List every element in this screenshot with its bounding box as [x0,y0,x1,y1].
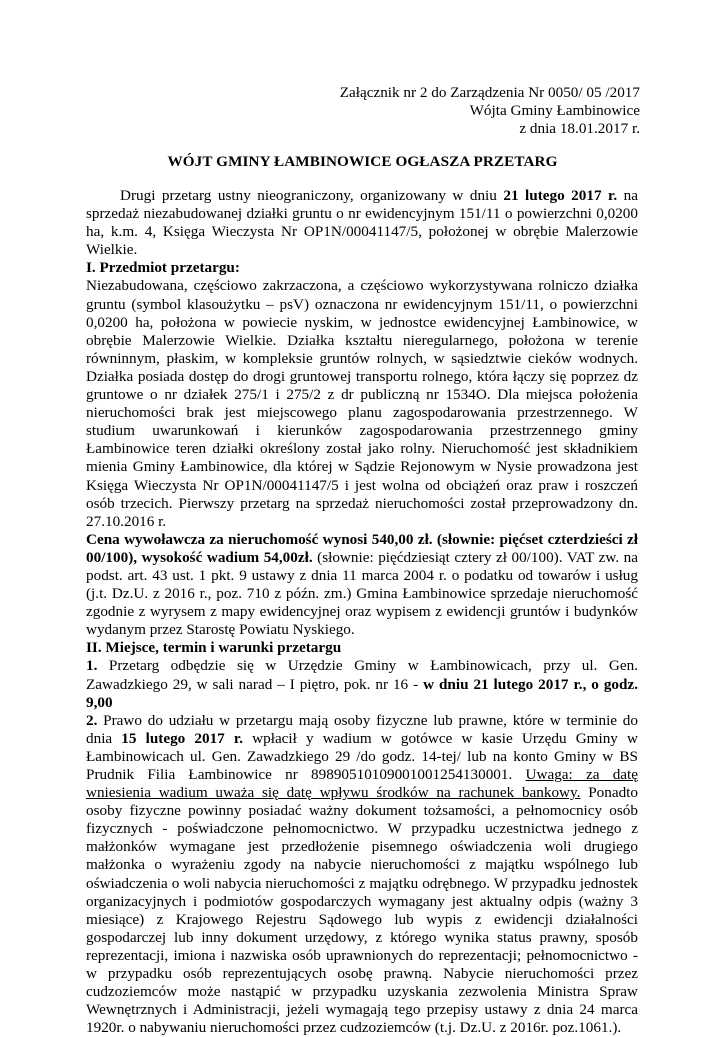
point-1-number: 1. [86,657,98,675]
attachment-header [340,84,640,138]
header-line-3: z dnia 18.01.2017 r. [519,120,640,137]
point-2-text-3: Ponadto osoby fizyczne powinny posiadać ważny dokument tożsamości, a pełnomocnicy osób fizycznych - poświadczone pełnomocnictwo. W przypadku uczestnictwa jednego z małżonków wymagane jest przedłożenie pisemnego oświadczenia woli drugiego małżonka o wyrażeniu zgody na nabycie nieruchomości z majątku wspólnego lub oświadczenia o woli nabycia nieruchomości z majątku odrębnego. W przypadku jednostek organizacyjnych i podmiotów gospodarczych wymagany jest aktualny odpis (ważny 3 miesiące) z Krajowego Rejestru Sądowego lub wypis z ewidencji działalności gospodarczej lub inny dokument urzędowy, z którego wynika status prawny, sposób reprezentacji, imiona i nazwiska osób uprawnionych do reprezentacji; pełnomocnictwo - w przypadku osób reprezentujących osobę prawną. Nabycie nieruchomości przez cudzoziemców może nastąpić w przypadku uzyskania zezwolenia Ministra Spraw Wewnętrznych i Administracji, jeżeli wymagają tego przepisy ustawy z dnia 24 marca 1920r. o nabywaniu nieruchomości przez cudzoziemców (t.j. Dz.U. z 2016r. poz.1061.). [86,784,638,1037]
section-2-heading: II. Miejsce, termin i warunki przetargu [86,639,342,657]
section-2-point-2 [86,712,638,1037]
intro-paragraph [86,187,638,259]
price-bold-text: Cena wywoławcza za nieruchomość wynosi 540,00 zł. (słownie: pięćset czterdzieści zł 00/100), wysokość wadium 54,00zł. [86,530,638,566]
auction-date: 21 lutego 2017 r. [503,187,618,204]
section-1-paragraph: Niezabudowana, częściowo zakrzaczona, a częściowo wykorzystywana rolniczo działka gruntu (symbol klasoużytku – psV) oznaczona nr ewidencyjnym 151/11, o powierzchni 0,0200 ha, położona w powiecie nyskim, w jednostce ewidencyjnej Łambinowice, w obrębie Malerzowie Wielkie. Działka kształtu nieregularnego, położona w terenie równinnym, płaskim, w kompleksie gruntów rolnych, w sąsiedztwie cieków wodnych. Działka posiada dostęp do drogi gruntowej transportu rolnego, która łączy się poprzez dz gruntowe o nr działek 275/1 i 275/2 z dr publiczną nr 1534O. Dla miejsca położenia nieruchomości brak jest miejscowego planu zagospodarowania przestrzennego. W studium uwarunkowań i kierunków zagospodarowania przestrzennego gminy Łambinowice teren działki określony został jako rolny. Nieruchomość jest składnikiem mienia Gminy Łambinowice, dla której w Sądzie Rejonowym w Nysie prowadzona jest Księga Wieczysta Nr OP1N/00041147/5 i jest wolna od obciążeń oraz praw i roszczeń osób trzecich. Pierwszy przetarg na sprzedaż nieruchomości został przeprowadzony dn. 27.10.2016 r. [86,277,638,530]
point-2-text: Prawo do udziału w przetargu mają osoby fizyczne lub prawne, które w terminie do dnia [86,711,638,747]
point-2-number: 2. [86,711,98,729]
announcement-title: WÓJT GMINY ŁAMBINOWICE OGŁASZA PRZETARG [167,153,558,170]
price-paragraph [86,531,638,640]
deposit-note: Uwaga: za datę wniesienia wadium uważa się datę wpływu środków na rachunek bankowy. [86,766,638,802]
point-1-text: Przetarg odbędzie się w Urzędzie Gminy w Łambinowicach, przy ul. Gen. Zawadzkiego 29, w sali narad – I piętro, pok. nr 16 - [86,657,638,693]
point-2-text-2: wpłacił y wadium w gotówce w kasie Urzędu Gminy w Łambinowicach ul. Gen. Zawadzkiego 29 /do godz. 14-tej/ lub na konto Gminy w BS Prudnik Filia Łambinowice nr 89890510109001001254130001. [86,729,638,783]
header-line-1: Załącznik nr 2 do Zarządzenia Nr 0050/ 05 /2017 [339,84,640,101]
section-2-point-1 [86,657,638,711]
point-1-date: w dniu 21 lutego 2017 r., o godz. 9,00 [86,675,639,711]
section-1-heading: I. Przedmiot przetargu: [86,259,240,277]
deposit-deadline: 15 lutego 2017 r. [121,729,244,747]
header-line-2: Wójta Gminy Łambinowice [469,102,640,119]
intro-text: Drugi przetarg ustny nieograniczony, organizowany w dniu [120,187,504,204]
document-body [86,187,638,1037]
price-rest-text: (słownie: pięćdziesiąt cztery zł 00/100). VAT zw. na podst. art. 43 ust. 1 pkt. 9 ustawy z dnia 11 marca 2004 r. o podatku od towarów i usług (j.t. Dz.U. z 2016 r., poz. 710 z późn. zm.) Gmina Łambinowice sprzedaje nieruchomość zgodnie z wyrysem z mapy ewidencyjnej oraz wypisem z ewidencji gruntów i budynków wydanym przez Starostę Powiatu Nyskiego. [86,548,638,639]
intro-text-rest: na sprzedaż niezabudowanej działki gruntu o nr ewidencyjnym 151/11 o powierzchni 0,0200 ha, k.m. 4, Księga Wieczysta Nr OP1N/00041147/5, położonej w obrębie Malerzowie Wielkie. [86,187,638,259]
